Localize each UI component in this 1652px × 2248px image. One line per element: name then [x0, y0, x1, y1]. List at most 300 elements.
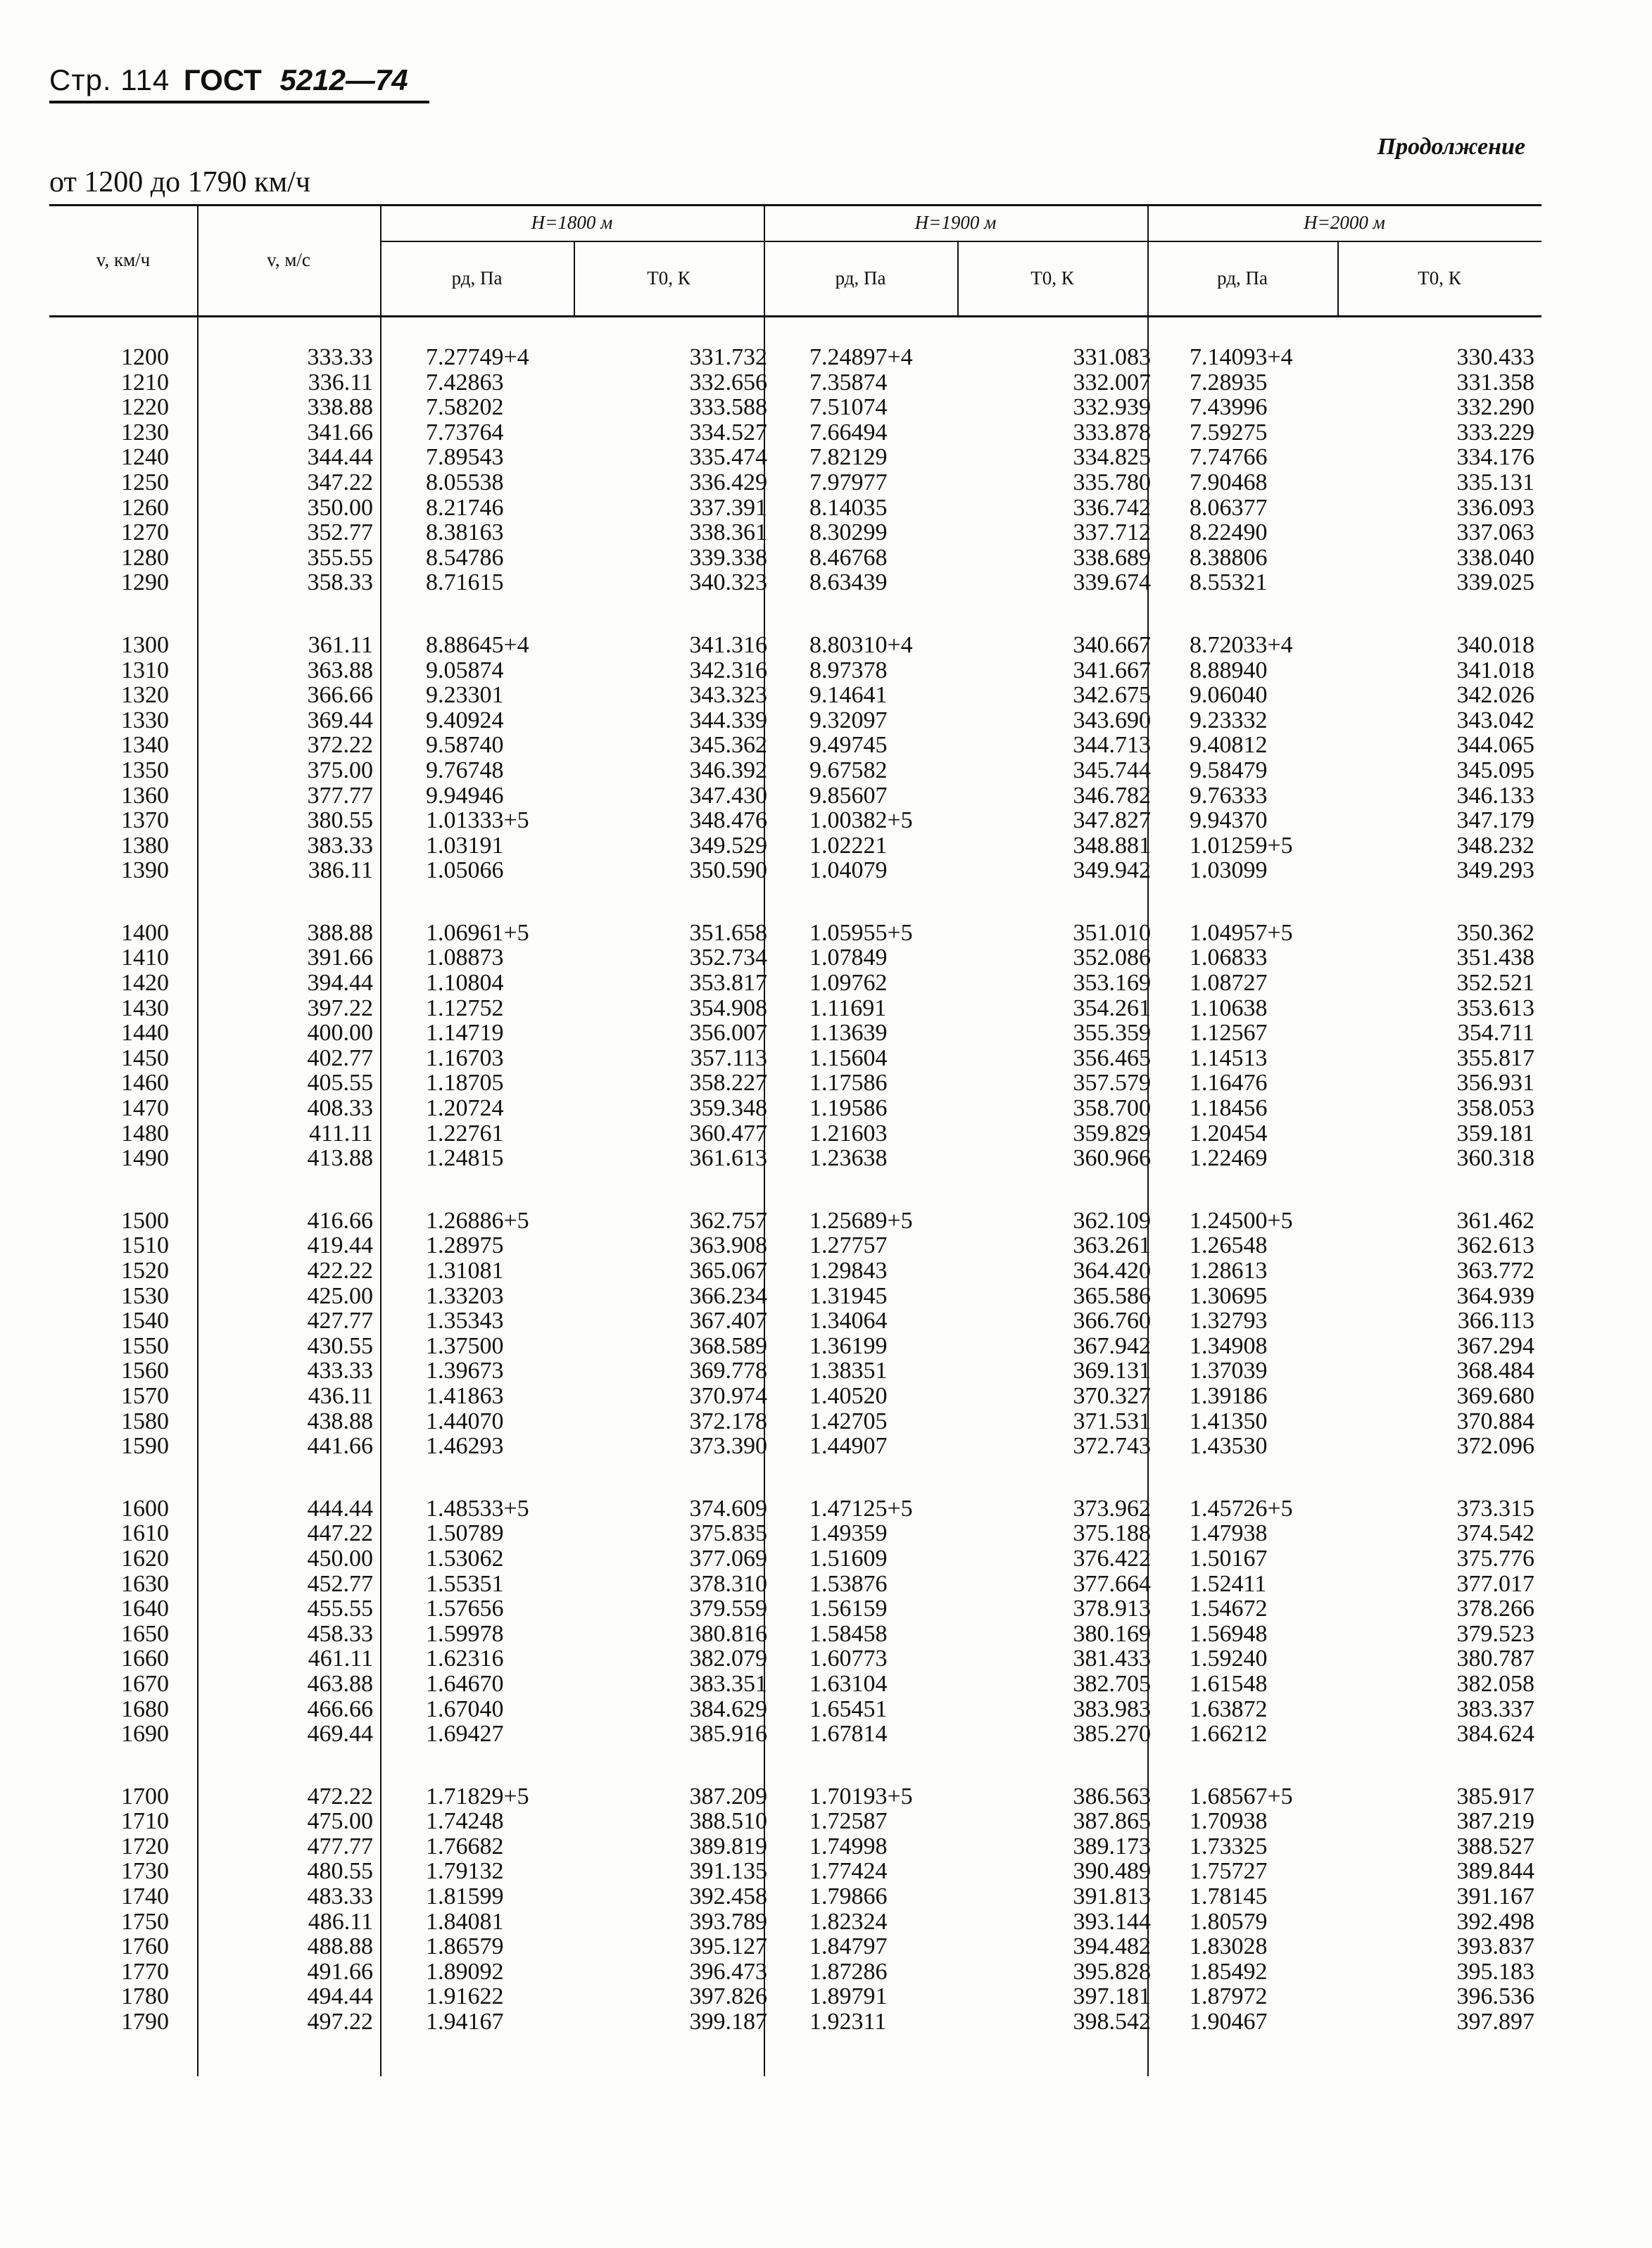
table-row	[49, 633, 1541, 658]
cell-p-1800: 1.71829+5	[426, 1783, 529, 1810]
cell-p-1800: 1.44070	[426, 1408, 504, 1434]
cell-t-1800: 366.234	[689, 1282, 767, 1309]
cell-p-1900: 8.63439	[809, 569, 888, 596]
table-row	[49, 1334, 1541, 1359]
cell-t-2000: 346.133	[1456, 782, 1534, 809]
cell-v-kmh: 1630	[121, 1570, 169, 1597]
cell-p-1900: 8.30299	[809, 519, 888, 546]
sub-header-t-1900-text: T0, К	[1030, 267, 1074, 289]
table-row	[49, 1622, 1541, 1647]
cell-p-2000: 1.54672	[1190, 1596, 1268, 1622]
cell-v-ms: 425.00	[307, 1282, 373, 1309]
cell-p-1800: 1.37500	[426, 1332, 504, 1359]
cell-t-1900: 360.966	[1073, 1145, 1151, 1172]
cell-v-ms: 452.77	[307, 1570, 373, 1597]
cell-p-1900: 1.70193+5	[809, 1783, 913, 1810]
table-row	[49, 1021, 1541, 1046]
cell-t-2000: 395.183	[1456, 1958, 1534, 1985]
cell-t-1900: 333.878	[1073, 419, 1151, 446]
table-row	[49, 683, 1541, 708]
cell-t-1900: 359.829	[1073, 1120, 1151, 1147]
cell-t-1900: 377.664	[1073, 1570, 1151, 1597]
cell-p-2000: 8.22490	[1190, 519, 1268, 546]
cell-t-2000: 387.219	[1456, 1808, 1534, 1835]
cell-v-kmh: 1780	[121, 1983, 169, 2010]
cell-p-2000: 1.75727	[1190, 1858, 1268, 1885]
cell-p-1900: 1.38351	[809, 1358, 888, 1384]
cell-v-kmh: 1660	[121, 1646, 169, 1672]
cell-t-2000: 342.026	[1456, 682, 1534, 709]
cell-v-ms: 430.55	[307, 1332, 373, 1359]
continuation-label: Продолжение	[1377, 134, 1525, 160]
table-row	[49, 345, 1541, 370]
cell-t-1800: 339.338	[689, 544, 767, 571]
cell-t-1800: 363.908	[689, 1232, 767, 1259]
table-row	[49, 921, 1541, 946]
cell-p-1900: 1.19586	[809, 1095, 888, 1122]
cell-t-1900: 339.674	[1073, 569, 1151, 596]
cell-t-2000: 377.017	[1456, 1570, 1534, 1597]
table-row	[49, 470, 1541, 495]
cell-p-1800: 1.18705	[426, 1070, 504, 1097]
cell-t-1800: 387.209	[689, 1783, 767, 1810]
cell-v-kmh: 1440	[121, 1020, 169, 1047]
cell-p-1800: 1.55351	[426, 1570, 504, 1597]
cell-p-1800: 1.79132	[426, 1858, 504, 1885]
cell-v-kmh: 1770	[121, 1958, 169, 1985]
cell-p-1800: 1.48533+5	[426, 1495, 529, 1522]
cell-p-1800: 1.74248	[426, 1808, 504, 1835]
cell-t-2000: 339.025	[1456, 569, 1534, 596]
cell-t-1900: 337.712	[1073, 519, 1151, 546]
cell-p-1900: 1.05955+5	[809, 919, 913, 946]
cell-v-ms: 333.33	[307, 344, 373, 370]
sub-header-t-1800-text: T0, К	[647, 267, 691, 289]
cell-v-ms: 341.66	[307, 419, 373, 446]
cell-p-1800: 1.16703	[426, 1044, 504, 1071]
table-row	[49, 1121, 1541, 1147]
cell-t-2000: 330.433	[1456, 344, 1534, 370]
cell-p-1800: 1.94167	[426, 2009, 504, 2035]
cell-v-ms: 377.77	[307, 782, 373, 809]
cell-p-2000: 1.47938	[1190, 1520, 1268, 1547]
cell-p-1900: 1.84797	[809, 1933, 888, 1960]
cell-p-2000: 8.55321	[1190, 569, 1268, 596]
table-row	[49, 1434, 1541, 1459]
cell-p-2000: 1.01259+5	[1190, 832, 1293, 859]
cell-t-1800: 361.613	[689, 1145, 767, 1172]
cell-p-2000: 1.68567+5	[1190, 1783, 1293, 1810]
cell-p-2000: 7.59275	[1190, 419, 1268, 446]
cell-p-1800: 1.14719	[426, 1020, 504, 1047]
cell-v-ms: 466.66	[307, 1696, 373, 1722]
cell-v-kmh: 1530	[121, 1282, 169, 1309]
cell-p-1900: 1.27757	[809, 1232, 888, 1259]
cell-v-ms: 488.88	[307, 1933, 373, 1960]
cell-t-2000: 354.711	[1457, 1020, 1534, 1047]
cell-v-ms: 419.44	[307, 1232, 373, 1259]
cell-t-2000: 384.624	[1456, 1721, 1534, 1748]
table-body	[49, 345, 1541, 2072]
cell-t-1900: 362.109	[1073, 1207, 1151, 1234]
cell-p-1900: 1.21603	[809, 1120, 888, 1147]
cell-p-2000: 1.78145	[1190, 1883, 1268, 1910]
cell-t-1800: 399.187	[689, 2009, 767, 2035]
table-row	[49, 1146, 1541, 1171]
cell-p-2000: 1.61548	[1190, 1670, 1268, 1697]
cell-t-1900: 336.742	[1073, 494, 1151, 521]
cell-p-1900: 9.67582	[809, 757, 888, 783]
cell-t-1900: 394.482	[1073, 1933, 1151, 1960]
cell-v-kmh: 1720	[121, 1833, 169, 1859]
page-header	[49, 63, 408, 106]
cell-v-ms: 436.11	[308, 1382, 373, 1409]
header-rule	[49, 101, 429, 103]
cell-p-2000: 1.56948	[1190, 1620, 1268, 1647]
cell-t-2000: 358.053	[1456, 1095, 1534, 1122]
cell-v-ms: 394.44	[307, 970, 373, 997]
col-header-v-kmh-text: v, км/ч	[96, 248, 151, 270]
cell-p-2000: 8.06377	[1190, 494, 1268, 521]
cell-v-kmh: 1280	[121, 544, 169, 571]
cell-v-ms: 350.00	[307, 494, 373, 521]
cell-p-1800: 1.06961+5	[426, 919, 529, 946]
cell-p-1800: 1.01333+5	[426, 807, 529, 834]
cell-t-1800: 384.629	[689, 1696, 767, 1722]
cell-t-1800: 354.908	[689, 994, 767, 1021]
cell-v-ms: 383.33	[307, 832, 373, 859]
cell-p-2000: 1.41350	[1190, 1408, 1268, 1434]
cell-v-ms: 422.22	[307, 1258, 373, 1284]
sub-header-t-1900	[957, 241, 1147, 315]
cell-t-2000: 359.181	[1456, 1120, 1534, 1147]
sub-header-t-2000-text: T0, К	[1418, 267, 1461, 289]
cell-p-2000: 1.37039	[1190, 1358, 1268, 1384]
cell-p-2000: 1.63872	[1190, 1696, 1268, 1722]
cell-t-1900: 386.563	[1073, 1783, 1151, 1810]
sub-header-p-2000-text: рд, Па	[1217, 267, 1268, 289]
cell-p-1900: 1.31945	[809, 1282, 888, 1309]
cell-v-ms: 400.00	[307, 1020, 373, 1047]
cell-p-2000: 1.87972	[1190, 1983, 1268, 2010]
cell-v-kmh: 1710	[121, 1808, 169, 1835]
cell-t-1800: 373.390	[689, 1433, 767, 1460]
cell-p-1900: 7.97977	[809, 469, 888, 495]
cell-p-2000: 1.43530	[1190, 1433, 1268, 1460]
table-row	[49, 1521, 1541, 1546]
cell-p-2000: 1.08727	[1190, 970, 1268, 997]
cell-v-kmh: 1520	[121, 1258, 169, 1284]
cell-v-kmh: 1270	[121, 519, 169, 546]
cell-p-1800: 9.94946	[426, 782, 504, 809]
cell-p-1900: 1.89791	[809, 1983, 888, 2010]
cell-p-1800: 1.53062	[426, 1545, 504, 1572]
cell-p-2000: 1.50167	[1190, 1545, 1268, 1572]
cell-t-1800: 334.527	[689, 419, 767, 446]
cell-v-ms: 380.55	[307, 807, 373, 834]
cell-p-1900: 8.14035	[809, 494, 888, 521]
cell-p-1800: 9.76748	[426, 757, 504, 783]
cell-t-1900: 376.422	[1073, 1545, 1151, 1572]
cell-v-kmh: 1380	[121, 832, 169, 859]
cell-t-1900: 395.828	[1073, 1958, 1151, 1985]
cell-t-2000: 385.917	[1456, 1783, 1534, 1810]
cell-p-1800: 1.12752	[426, 994, 504, 1021]
cell-t-1900: 366.760	[1073, 1308, 1151, 1334]
cell-v-ms: 336.11	[308, 369, 373, 396]
cell-t-1800: 395.127	[689, 1933, 767, 1960]
cell-v-ms: 402.77	[307, 1044, 373, 1071]
table-row	[49, 495, 1541, 521]
altitude-2000-text: H=2000 м	[1304, 211, 1385, 233]
cell-p-2000: 1.34908	[1190, 1332, 1268, 1359]
cell-v-kmh: 1560	[121, 1358, 169, 1384]
cell-t-1800: 343.323	[689, 682, 767, 709]
cell-p-2000: 7.14093+4	[1190, 344, 1293, 370]
cell-p-1900: 1.72587	[809, 1808, 888, 1835]
cell-p-2000: 8.72033+4	[1190, 631, 1293, 658]
cell-t-1800: 338.361	[689, 519, 767, 546]
cell-t-2000: 348.232	[1456, 832, 1534, 859]
cell-p-2000: 1.24500+5	[1190, 1207, 1293, 1234]
cell-p-2000: 1.18456	[1190, 1095, 1268, 1122]
cell-p-1900: 1.67814	[809, 1721, 888, 1748]
cell-v-kmh: 1220	[121, 394, 169, 421]
cell-p-1800: 1.46293	[426, 1433, 504, 1460]
cell-v-kmh: 1790	[121, 2009, 169, 2035]
cell-p-2000: 1.80579	[1190, 1908, 1268, 1935]
cell-v-kmh: 1290	[121, 569, 169, 596]
cell-t-1900: 356.465	[1073, 1044, 1151, 1071]
cell-t-1800: 344.339	[689, 707, 767, 733]
altitude-1800-text: H=1800 м	[531, 211, 613, 233]
cell-v-kmh: 1250	[121, 469, 169, 495]
cell-t-1900: 393.144	[1073, 1908, 1151, 1935]
cell-v-kmh: 1350	[121, 757, 169, 783]
cell-p-1800: 1.91622	[426, 1983, 504, 2010]
cell-p-2000: 1.90467	[1190, 2009, 1268, 2035]
table-row	[49, 658, 1541, 683]
cell-p-1800: 8.54786	[426, 544, 504, 571]
row-group	[49, 1208, 1541, 1459]
cell-p-1800: 1.39673	[426, 1358, 504, 1384]
cell-p-1800: 7.58202	[426, 394, 504, 421]
cell-p-1800: 1.69427	[426, 1721, 504, 1748]
cell-p-1800: 1.41863	[426, 1382, 504, 1409]
cell-v-ms: 441.66	[307, 1433, 373, 1460]
table-row	[49, 1697, 1541, 1722]
range-label: от 1200 до 1790 км/ч	[49, 166, 310, 198]
cell-v-kmh: 1480	[121, 1120, 169, 1147]
cell-v-kmh: 1320	[121, 682, 169, 709]
cell-t-1800: 351.658	[689, 919, 767, 946]
cell-p-2000: 1.30695	[1190, 1282, 1268, 1309]
cell-t-1800: 360.477	[689, 1120, 767, 1147]
cell-p-1900: 9.32097	[809, 707, 888, 733]
cell-t-2000: 396.536	[1456, 1983, 1534, 2010]
cell-v-kmh: 1570	[121, 1382, 169, 1409]
cell-p-1800: 1.50789	[426, 1520, 504, 1547]
cell-t-1800: 352.734	[689, 945, 767, 971]
cell-t-1800: 348.476	[689, 807, 767, 834]
cell-v-ms: 397.22	[307, 994, 373, 1021]
cell-t-1800: 372.178	[689, 1408, 767, 1434]
cell-t-2000: 331.358	[1456, 369, 1534, 396]
cell-v-ms: 344.44	[307, 444, 373, 471]
cell-t-2000: 367.294	[1456, 1332, 1534, 1359]
table-row	[49, 783, 1541, 809]
cell-p-2000: 1.06833	[1190, 945, 1268, 971]
cell-t-2000: 351.438	[1456, 945, 1534, 971]
cell-p-1800: 1.05066	[426, 857, 504, 884]
cell-t-2000: 335.131	[1456, 469, 1534, 495]
standard-label: ГОСТ	[183, 63, 262, 96]
cell-v-ms: 366.66	[307, 682, 373, 709]
cell-t-1800: 365.067	[689, 1258, 767, 1284]
cell-t-2000: 373.315	[1456, 1495, 1534, 1522]
cell-p-1900: 1.23638	[809, 1145, 888, 1172]
cell-p-1900: 1.51609	[809, 1545, 888, 1572]
cell-t-1900: 332.007	[1073, 369, 1151, 396]
cell-p-2000: 7.28935	[1190, 369, 1268, 396]
cell-t-2000: 374.542	[1456, 1520, 1534, 1547]
cell-p-1800: 1.67040	[426, 1696, 504, 1722]
cell-v-kmh: 1410	[121, 945, 169, 971]
cell-v-ms: 494.44	[307, 1983, 373, 2010]
cell-t-2000: 333.229	[1456, 419, 1534, 446]
cell-t-1900: 387.865	[1073, 1808, 1151, 1835]
table-row	[49, 996, 1541, 1021]
cell-t-1900: 367.942	[1073, 1332, 1151, 1359]
cell-t-1900: 354.261	[1073, 994, 1151, 1021]
standard-number: 5212—74	[279, 63, 408, 96]
altitude-header-1900	[764, 204, 1147, 241]
cell-t-1800: 359.348	[689, 1095, 767, 1122]
cell-t-1900: 332.939	[1073, 394, 1151, 421]
table-row	[49, 1909, 1541, 1935]
table-row	[49, 1409, 1541, 1434]
cell-t-1800: 382.079	[689, 1646, 767, 1672]
cell-v-ms: 455.55	[307, 1596, 373, 1622]
cell-v-ms: 472.22	[307, 1783, 373, 1810]
cell-v-kmh: 1430	[121, 994, 169, 1021]
cell-p-2000: 7.74766	[1190, 444, 1268, 471]
cell-t-2000: 353.613	[1456, 994, 1534, 1021]
cell-p-1800: 1.03191	[426, 832, 504, 859]
cell-v-ms: 475.00	[307, 1808, 373, 1835]
cell-p-1900: 1.36199	[809, 1332, 888, 1359]
cell-t-2000: 391.167	[1456, 1883, 1534, 1910]
cell-v-ms: 469.44	[307, 1721, 373, 1748]
cell-v-kmh: 1600	[121, 1495, 169, 1522]
cell-v-kmh: 1620	[121, 1545, 169, 1572]
col-header-v-ms	[197, 204, 380, 315]
cell-t-1900: 373.962	[1073, 1495, 1151, 1522]
cell-v-ms: 372.22	[307, 732, 373, 759]
cell-v-kmh: 1240	[121, 444, 169, 471]
cell-t-2000: 364.939	[1456, 1282, 1534, 1309]
cell-p-1900: 1.44907	[809, 1433, 888, 1460]
cell-v-kmh: 1490	[121, 1145, 169, 1172]
cell-p-1900: 7.24897+4	[809, 344, 913, 370]
cell-v-kmh: 1510	[121, 1232, 169, 1259]
cell-t-1800: 378.310	[689, 1570, 767, 1597]
cell-p-1900: 1.11691	[809, 994, 887, 1021]
cell-t-2000: 393.837	[1456, 1933, 1534, 1960]
altitude-header-2000	[1147, 204, 1541, 241]
cell-p-1800: 1.22761	[426, 1120, 504, 1147]
cell-p-2000: 1.22469	[1190, 1145, 1268, 1172]
cell-t-1800: 332.656	[689, 369, 767, 396]
cell-p-1800: 9.23301	[426, 682, 504, 709]
cell-t-1900: 390.489	[1073, 1858, 1151, 1885]
cell-t-1800: 380.816	[689, 1620, 767, 1647]
cell-p-1900: 1.42705	[809, 1408, 888, 1434]
table-row	[49, 708, 1541, 733]
cell-p-1800: 1.89092	[426, 1958, 504, 1985]
cell-v-kmh: 1580	[121, 1408, 169, 1434]
cell-v-ms: 480.55	[307, 1858, 373, 1885]
cell-p-1800: 8.38163	[426, 519, 504, 546]
cell-t-1900: 342.675	[1073, 682, 1151, 709]
table-row	[49, 1284, 1541, 1309]
cell-t-2000: 341.018	[1456, 657, 1534, 683]
cell-p-1900: 8.97378	[809, 657, 888, 683]
table-row	[49, 545, 1541, 571]
cell-p-2000: 1.04957+5	[1190, 919, 1293, 946]
cell-p-1800: 8.88645+4	[426, 631, 529, 658]
cell-p-1800: 8.21746	[426, 494, 504, 521]
cell-t-1800: 349.529	[689, 832, 767, 859]
cell-p-1900: 1.02221	[809, 832, 888, 859]
cell-p-1900: 7.82129	[809, 444, 888, 471]
col-header-v-kmh	[49, 204, 197, 315]
cell-t-2000: 336.093	[1456, 494, 1534, 521]
cell-p-2000: 7.90468	[1190, 469, 1268, 495]
cell-t-1800: 340.323	[689, 569, 767, 596]
cell-p-2000: 9.23332	[1190, 707, 1268, 733]
row-group	[49, 1496, 1541, 1747]
cell-p-1800: 1.57656	[426, 1596, 504, 1622]
cell-p-1800: 7.27749+4	[426, 344, 529, 370]
cell-p-1900: 1.07849	[809, 945, 888, 971]
cell-t-1900: 349.942	[1073, 857, 1151, 884]
cell-t-1900: 391.813	[1073, 1883, 1151, 1910]
table-row	[49, 733, 1541, 758]
cell-v-kmh: 1310	[121, 657, 169, 683]
cell-t-1800: 336.429	[689, 469, 767, 495]
cell-t-2000: 355.817	[1456, 1044, 1534, 1071]
altitude-header-1800	[380, 204, 764, 241]
cell-v-kmh: 1500	[121, 1207, 169, 1234]
cell-t-1900: 358.700	[1073, 1095, 1151, 1122]
table-row	[49, 1646, 1541, 1672]
cell-t-1800: 389.819	[689, 1833, 767, 1859]
cell-t-1800: 385.916	[689, 1721, 767, 1748]
cell-t-2000: 361.462	[1456, 1207, 1534, 1234]
row-group	[49, 1784, 1541, 2035]
table-row	[49, 1233, 1541, 1258]
cell-p-2000: 1.20454	[1190, 1120, 1268, 1147]
cell-p-1800: 9.58740	[426, 732, 504, 759]
cell-v-kmh: 1740	[121, 1883, 169, 1910]
cell-t-1800: 391.135	[689, 1858, 767, 1885]
cell-p-2000: 8.38806	[1190, 544, 1268, 571]
cell-v-kmh: 1670	[121, 1670, 169, 1697]
cell-t-1800: 388.510	[689, 1808, 767, 1835]
cell-v-ms: 450.00	[307, 1545, 373, 1572]
cell-v-kmh: 1330	[121, 707, 169, 733]
